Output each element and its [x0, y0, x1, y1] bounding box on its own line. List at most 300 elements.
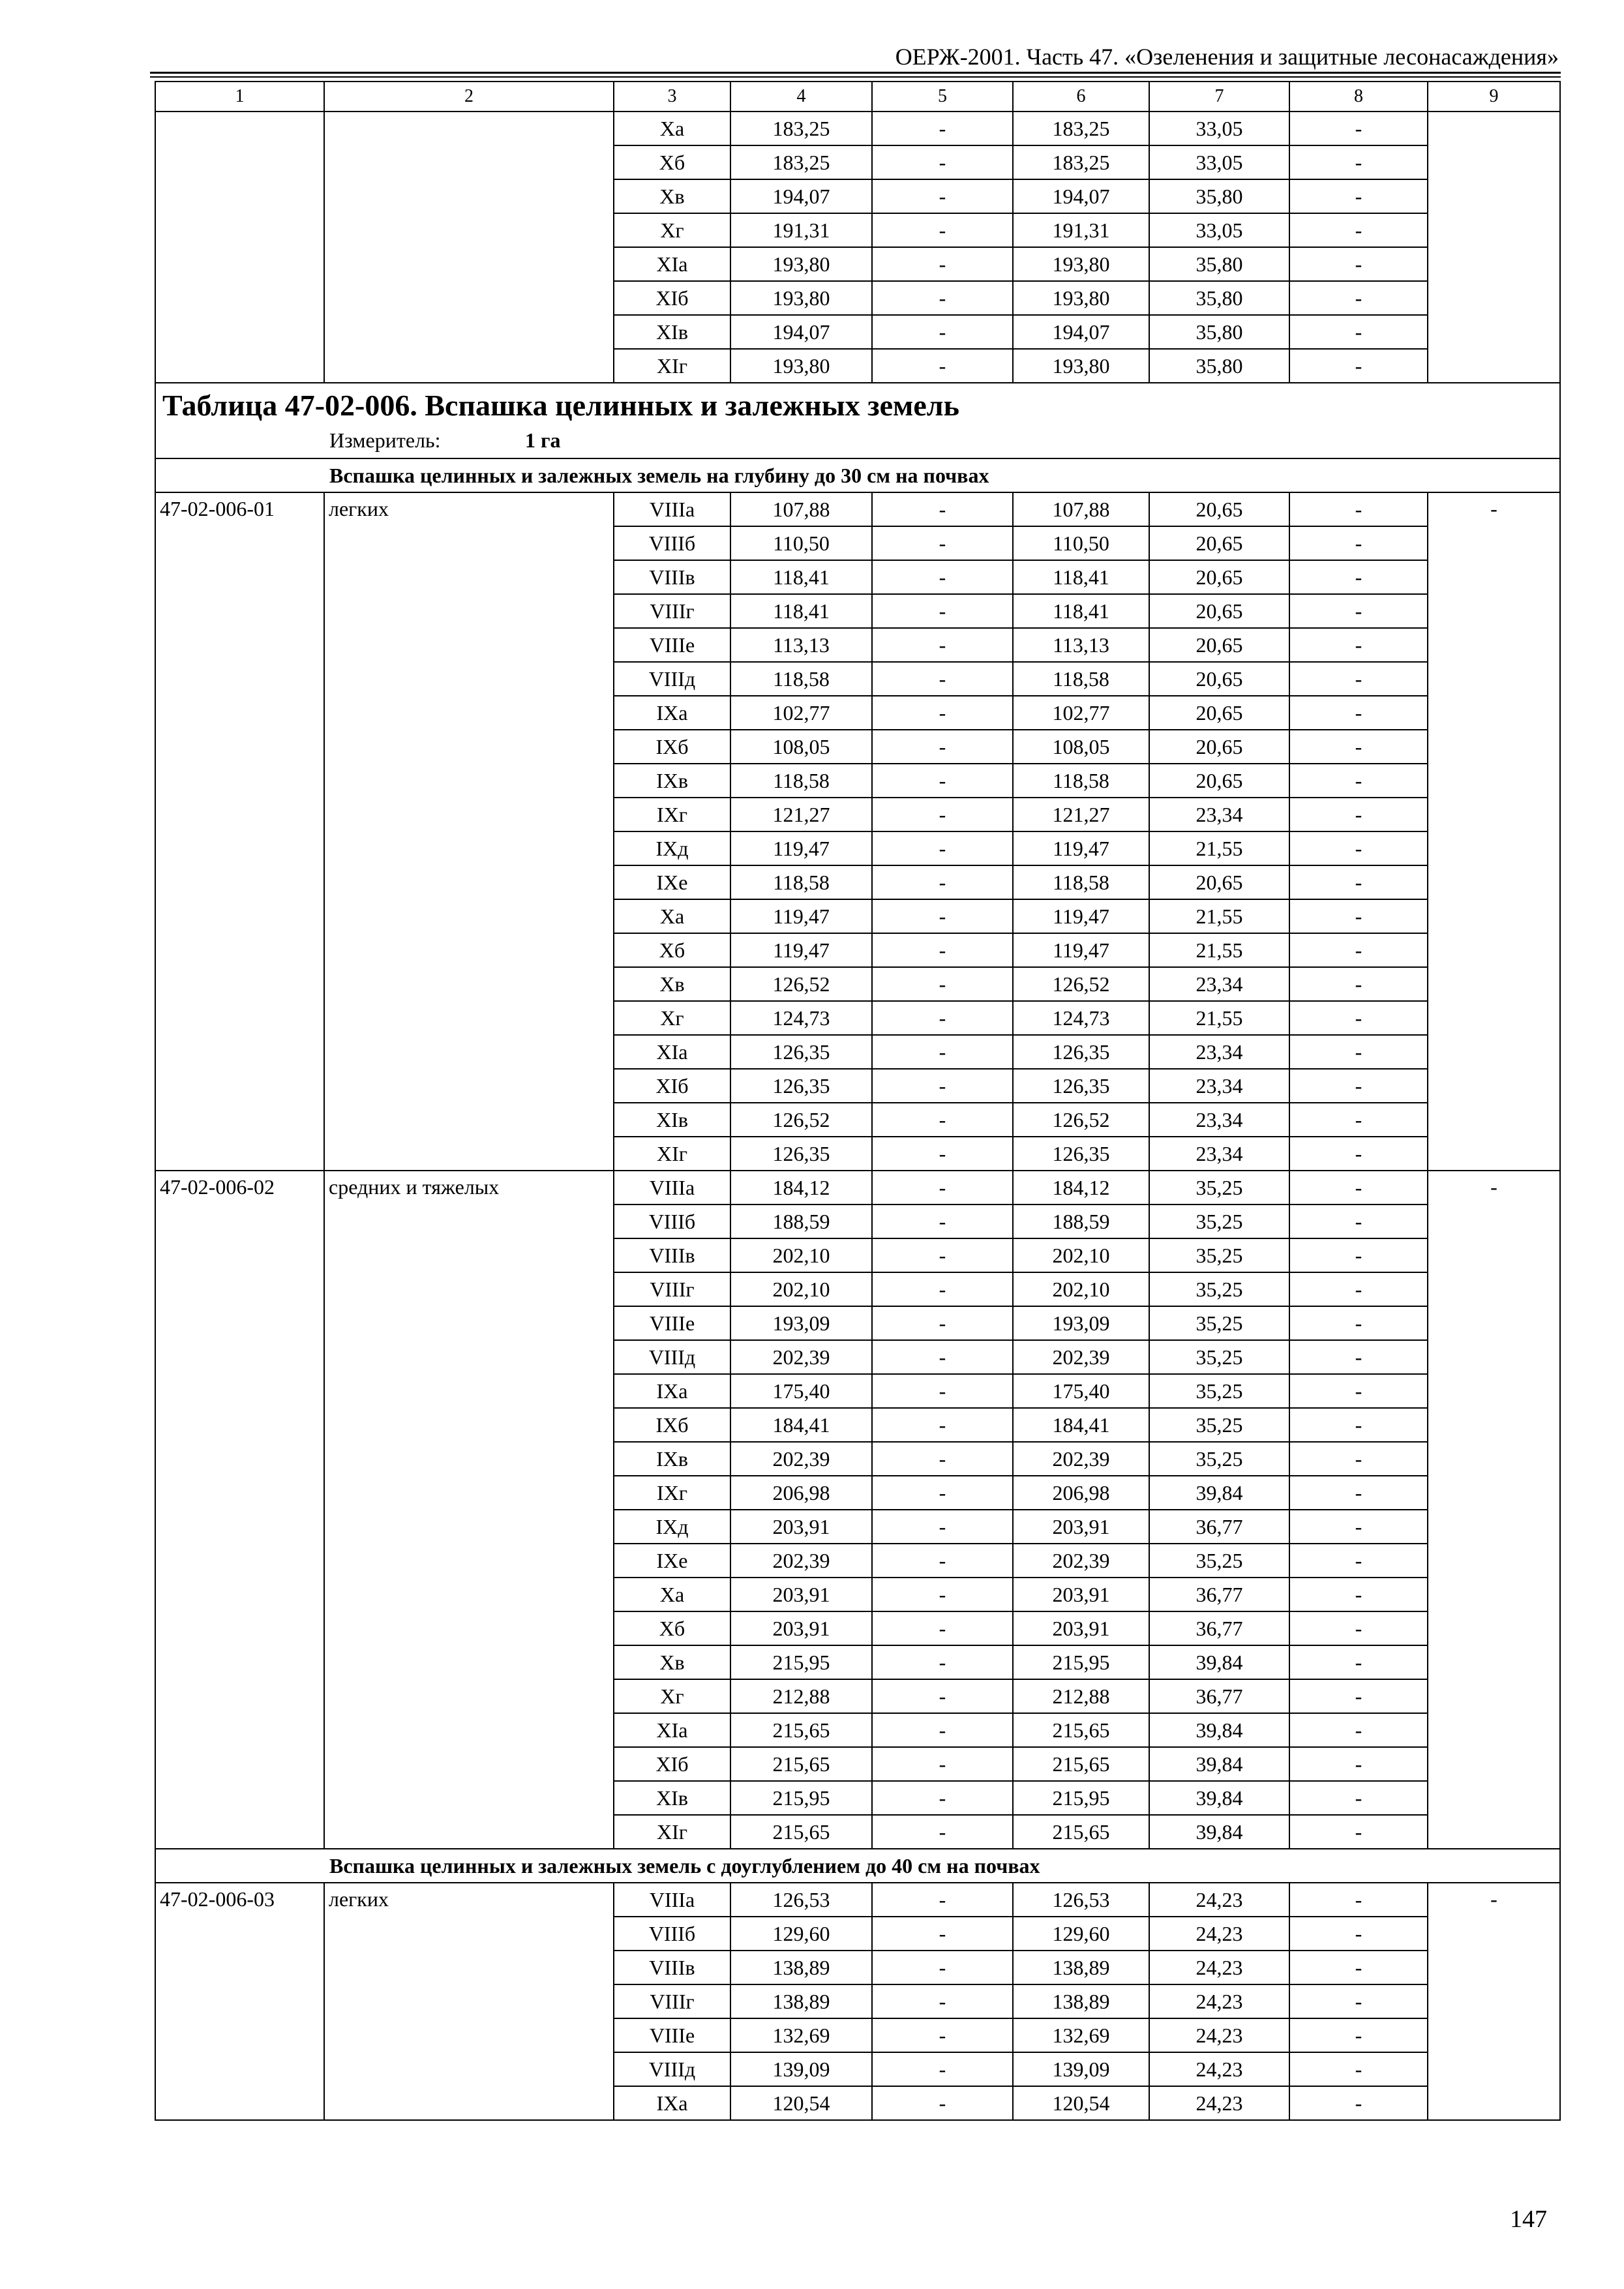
cost-direct-cell: 202,39: [730, 1340, 872, 1374]
norm-code: 47-02-006-03: [155, 1883, 324, 2120]
zone-cell: VIIIа: [614, 1883, 730, 1917]
section-heading: Вспашка целинных и залежных земель на глубину до 30 см на почвах: [155, 458, 1560, 492]
machines-cell: 183,25: [1013, 112, 1149, 145]
materials-cell: -: [1289, 315, 1428, 349]
equipment-cell: -: [1428, 1171, 1560, 1849]
machines-cell: 118,41: [1013, 560, 1149, 594]
materials-cell: -: [1289, 1442, 1428, 1476]
zone-cell: Xб: [614, 933, 730, 967]
operator-wages-cell: 23,34: [1149, 798, 1289, 831]
wages-cell: -: [872, 2018, 1013, 2052]
cost-direct-cell: 102,77: [730, 696, 872, 730]
wages-cell: -: [872, 1442, 1013, 1476]
zone-cell: IXв: [614, 1442, 730, 1476]
operator-wages-cell: 35,80: [1149, 281, 1289, 315]
machines-cell: 138,89: [1013, 1984, 1149, 2018]
zone-cell: VIIIе: [614, 2018, 730, 2052]
table-row: [155, 1883, 1560, 1917]
wages-cell: -: [872, 1374, 1013, 1408]
operator-wages-cell: 20,65: [1149, 730, 1289, 764]
materials-cell: -: [1289, 2052, 1428, 2086]
machines-cell: 126,35: [1013, 1137, 1149, 1171]
cost-direct-cell: 184,41: [730, 1408, 872, 1442]
cost-direct-cell: 184,12: [730, 1171, 872, 1204]
machines-cell: 193,80: [1013, 247, 1149, 281]
machines-cell: 194,07: [1013, 315, 1149, 349]
cost-direct-cell: 126,52: [730, 1103, 872, 1137]
machines-cell: 202,39: [1013, 1544, 1149, 1578]
wages-cell: -: [872, 1035, 1013, 1069]
cost-direct-cell: 203,91: [730, 1510, 872, 1544]
norm-description: легких: [324, 1883, 614, 2120]
wages-cell: -: [872, 281, 1013, 315]
materials-cell: -: [1289, 526, 1428, 560]
materials-cell: -: [1289, 1340, 1428, 1374]
wages-cell: -: [872, 1679, 1013, 1713]
zone-cell: Xг: [614, 213, 730, 247]
wages-cell: -: [872, 1137, 1013, 1171]
zone-cell: VIIIе: [614, 628, 730, 662]
operator-wages-cell: 23,34: [1149, 1137, 1289, 1171]
machines-cell: 126,52: [1013, 967, 1149, 1001]
materials-cell: -: [1289, 594, 1428, 628]
materials-cell: -: [1289, 899, 1428, 933]
wages-cell: -: [872, 865, 1013, 899]
operator-wages-cell: 39,84: [1149, 1747, 1289, 1781]
cost-direct-cell: 126,52: [730, 967, 872, 1001]
machines-cell: 202,39: [1013, 1442, 1149, 1476]
cost-direct-cell: 119,47: [730, 933, 872, 967]
operator-wages-cell: 35,80: [1149, 247, 1289, 281]
materials-cell: -: [1289, 492, 1428, 526]
machines-cell: 110,50: [1013, 526, 1149, 560]
machines-cell: 194,07: [1013, 179, 1149, 213]
measure-line: [162, 425, 1553, 455]
zone-cell: VIIIд: [614, 1340, 730, 1374]
materials-cell: -: [1289, 1917, 1428, 1951]
wages-cell: -: [872, 1340, 1013, 1374]
operator-wages-cell: 33,05: [1149, 145, 1289, 179]
cost-direct-cell: 212,88: [730, 1679, 872, 1713]
cost-direct-cell: 202,39: [730, 1442, 872, 1476]
operator-wages-cell: 39,84: [1149, 1815, 1289, 1849]
materials-cell: -: [1289, 933, 1428, 967]
header-rule-thin: [150, 76, 1561, 78]
table-row: [155, 112, 1560, 145]
cost-direct-cell: 126,53: [730, 1883, 872, 1917]
operator-wages-cell: 39,84: [1149, 1645, 1289, 1679]
materials-cell: -: [1289, 2086, 1428, 2120]
cost-direct-cell: 138,89: [730, 1984, 872, 2018]
cost-direct-cell: 110,50: [730, 526, 872, 560]
zone-cell: Xа: [614, 1578, 730, 1611]
operator-wages-cell: 20,65: [1149, 560, 1289, 594]
cost-direct-cell: 119,47: [730, 831, 872, 865]
materials-cell: -: [1289, 1747, 1428, 1781]
machines-cell: 113,13: [1013, 628, 1149, 662]
machines-cell: 215,65: [1013, 1713, 1149, 1747]
machines-cell: 215,95: [1013, 1781, 1149, 1815]
wages-cell: -: [872, 1069, 1013, 1103]
cost-direct-cell: 126,35: [730, 1035, 872, 1069]
measure-value: 1 га: [525, 428, 561, 452]
running-header: ОЕРЖ-2001. Часть 47. «Озеленения и защитные лесонасаждения»: [895, 44, 1559, 70]
machines-cell: 108,05: [1013, 730, 1149, 764]
cost-direct-cell: 126,35: [730, 1069, 872, 1103]
cost-direct-cell: 139,09: [730, 2052, 872, 2086]
machines-cell: 175,40: [1013, 1374, 1149, 1408]
machines-cell: 126,53: [1013, 1883, 1149, 1917]
operator-wages-cell: 39,84: [1149, 1476, 1289, 1510]
materials-cell: -: [1289, 1272, 1428, 1306]
materials-cell: -: [1289, 213, 1428, 247]
column-number: 6: [1013, 82, 1149, 112]
wages-cell: -: [872, 1476, 1013, 1510]
zone-cell: IXа: [614, 2086, 730, 2120]
operator-wages-cell: 23,34: [1149, 1069, 1289, 1103]
wages-cell: -: [872, 1747, 1013, 1781]
cost-direct-cell: 193,80: [730, 281, 872, 315]
zone-cell: VIIIд: [614, 2052, 730, 2086]
cost-direct-cell: 191,31: [730, 213, 872, 247]
operator-wages-cell: 35,25: [1149, 1272, 1289, 1306]
machines-cell: 202,39: [1013, 1340, 1149, 1374]
zone-cell: VIIIб: [614, 1917, 730, 1951]
column-number: 4: [730, 82, 872, 112]
cost-direct-cell: 175,40: [730, 1374, 872, 1408]
operator-wages-cell: 35,25: [1149, 1544, 1289, 1578]
wages-cell: -: [872, 1306, 1013, 1340]
wages-cell: -: [872, 696, 1013, 730]
header-rule: [150, 72, 1561, 74]
wages-cell: -: [872, 662, 1013, 696]
machines-cell: 184,41: [1013, 1408, 1149, 1442]
wages-cell: -: [872, 594, 1013, 628]
wages-cell: -: [872, 1408, 1013, 1442]
wages-cell: -: [872, 1171, 1013, 1204]
column-number: 9: [1428, 82, 1560, 112]
materials-cell: -: [1289, 1069, 1428, 1103]
machines-cell: 191,31: [1013, 213, 1149, 247]
table-title-row: [155, 383, 1560, 458]
operator-wages-cell: 23,34: [1149, 1035, 1289, 1069]
column-number: 3: [614, 82, 730, 112]
zone-cell: XIг: [614, 1137, 730, 1171]
machines-cell: 183,25: [1013, 145, 1149, 179]
machines-cell: 119,47: [1013, 831, 1149, 865]
cost-direct-cell: 194,07: [730, 315, 872, 349]
wages-cell: -: [872, 798, 1013, 831]
cost-direct-cell: 188,59: [730, 1204, 872, 1238]
zone-cell: IXа: [614, 696, 730, 730]
wages-cell: -: [872, 1272, 1013, 1306]
operator-wages-cell: 20,65: [1149, 628, 1289, 662]
wages-cell: -: [872, 1611, 1013, 1645]
machines-cell: 193,09: [1013, 1306, 1149, 1340]
materials-cell: -: [1289, 349, 1428, 383]
machines-cell: 188,59: [1013, 1204, 1149, 1238]
machines-cell: 102,77: [1013, 696, 1149, 730]
machines-cell: 118,58: [1013, 662, 1149, 696]
cost-direct-cell: 121,27: [730, 798, 872, 831]
materials-cell: -: [1289, 1510, 1428, 1544]
materials-cell: -: [1289, 1103, 1428, 1137]
machines-cell: 119,47: [1013, 933, 1149, 967]
materials-cell: -: [1289, 1984, 1428, 2018]
column-number: 2: [324, 82, 614, 112]
zone-cell: IXе: [614, 865, 730, 899]
zone-cell: VIIIе: [614, 1306, 730, 1340]
materials-cell: -: [1289, 1238, 1428, 1272]
cost-direct-cell: 193,80: [730, 349, 872, 383]
wages-cell: -: [872, 1917, 1013, 1951]
machines-cell: 203,91: [1013, 1510, 1149, 1544]
machines-cell: 206,98: [1013, 1476, 1149, 1510]
norm-description: средних и тяжелых: [324, 1171, 614, 1849]
zone-cell: Xв: [614, 967, 730, 1001]
cost-direct-cell: 118,58: [730, 865, 872, 899]
operator-wages-cell: 21,55: [1149, 933, 1289, 967]
materials-cell: -: [1289, 1137, 1428, 1171]
materials-cell: -: [1289, 281, 1428, 315]
operator-wages-cell: 35,25: [1149, 1442, 1289, 1476]
operator-wages-cell: 36,77: [1149, 1679, 1289, 1713]
operator-wages-cell: 20,65: [1149, 696, 1289, 730]
machines-cell: 126,35: [1013, 1069, 1149, 1103]
cost-direct-cell: 215,65: [730, 1713, 872, 1747]
materials-cell: -: [1289, 560, 1428, 594]
equipment-cell: [1428, 112, 1560, 383]
cost-direct-cell: 194,07: [730, 179, 872, 213]
zone-cell: VIIIг: [614, 1984, 730, 2018]
section-heading-row: [155, 1849, 1560, 1883]
operator-wages-cell: 24,23: [1149, 1917, 1289, 1951]
materials-cell: -: [1289, 1815, 1428, 1849]
materials-cell: -: [1289, 1306, 1428, 1340]
zone-cell: IXд: [614, 1510, 730, 1544]
materials-cell: -: [1289, 798, 1428, 831]
cost-direct-cell: 120,54: [730, 2086, 872, 2120]
materials-cell: -: [1289, 247, 1428, 281]
materials-cell: -: [1289, 145, 1428, 179]
zone-cell: XIв: [614, 1103, 730, 1137]
operator-wages-cell: 35,25: [1149, 1204, 1289, 1238]
zone-cell: VIIIб: [614, 526, 730, 560]
machines-cell: 203,91: [1013, 1578, 1149, 1611]
cost-direct-cell: 118,41: [730, 594, 872, 628]
page-number: 147: [1510, 2206, 1547, 2233]
zone-cell: Xб: [614, 145, 730, 179]
wages-cell: -: [872, 1815, 1013, 1849]
machines-cell: 126,35: [1013, 1035, 1149, 1069]
operator-wages-cell: 35,25: [1149, 1306, 1289, 1340]
materials-cell: -: [1289, 1544, 1428, 1578]
machines-cell: 203,91: [1013, 1611, 1149, 1645]
column-number: 7: [1149, 82, 1289, 112]
zone-cell: VIIIд: [614, 662, 730, 696]
materials-cell: -: [1289, 112, 1428, 145]
operator-wages-cell: 24,23: [1149, 1984, 1289, 2018]
operator-wages-cell: 23,34: [1149, 967, 1289, 1001]
zone-cell: IXб: [614, 730, 730, 764]
materials-cell: -: [1289, 179, 1428, 213]
zone-cell: IXв: [614, 764, 730, 798]
table-title: Таблица 47-02-006. Вспашка целинных и залежных земель: [162, 389, 959, 422]
wages-cell: -: [872, 1103, 1013, 1137]
operator-wages-cell: 35,25: [1149, 1171, 1289, 1204]
machines-cell: 129,60: [1013, 1917, 1149, 1951]
cost-direct-cell: 206,98: [730, 1476, 872, 1510]
materials-cell: -: [1289, 628, 1428, 662]
cost-direct-cell: 118,41: [730, 560, 872, 594]
operator-wages-cell: 33,05: [1149, 112, 1289, 145]
materials-cell: -: [1289, 1679, 1428, 1713]
operator-wages-cell: 35,80: [1149, 179, 1289, 213]
wages-cell: -: [872, 1578, 1013, 1611]
materials-cell: -: [1289, 1578, 1428, 1611]
operator-wages-cell: 24,23: [1149, 1951, 1289, 1984]
materials-cell: -: [1289, 696, 1428, 730]
wages-cell: -: [872, 1645, 1013, 1679]
machines-cell: 202,10: [1013, 1272, 1149, 1306]
materials-cell: -: [1289, 1035, 1428, 1069]
operator-wages-cell: 24,23: [1149, 2052, 1289, 2086]
machines-cell: 119,47: [1013, 899, 1149, 933]
materials-cell: -: [1289, 1781, 1428, 1815]
wages-cell: -: [872, 831, 1013, 865]
wages-cell: -: [872, 560, 1013, 594]
wages-cell: -: [872, 526, 1013, 560]
zone-cell: XIг: [614, 1815, 730, 1849]
materials-cell: -: [1289, 1611, 1428, 1645]
operator-wages-cell: 24,23: [1149, 1883, 1289, 1917]
wages-cell: -: [872, 1510, 1013, 1544]
wages-cell: -: [872, 349, 1013, 383]
description-cell: [324, 112, 614, 383]
materials-cell: -: [1289, 967, 1428, 1001]
zone-cell: XIв: [614, 1781, 730, 1815]
machines-cell: 193,80: [1013, 349, 1149, 383]
wages-cell: -: [872, 2086, 1013, 2120]
operator-wages-cell: 35,80: [1149, 315, 1289, 349]
operator-wages-cell: 33,05: [1149, 213, 1289, 247]
wages-cell: -: [872, 2052, 1013, 2086]
zone-cell: XIв: [614, 315, 730, 349]
wages-cell: -: [872, 1544, 1013, 1578]
operator-wages-cell: 21,55: [1149, 899, 1289, 933]
equipment-cell: -: [1428, 492, 1560, 1171]
materials-cell: -: [1289, 865, 1428, 899]
zone-cell: VIIIв: [614, 1951, 730, 1984]
zone-cell: IXг: [614, 1476, 730, 1510]
cost-direct-cell: 215,95: [730, 1645, 872, 1679]
materials-cell: -: [1289, 2018, 1428, 2052]
wages-cell: -: [872, 764, 1013, 798]
zone-cell: XIг: [614, 349, 730, 383]
machines-cell: 124,73: [1013, 1001, 1149, 1035]
zone-cell: XIб: [614, 281, 730, 315]
table-title-cell: [155, 383, 1560, 458]
operator-wages-cell: 24,23: [1149, 2086, 1289, 2120]
wages-cell: -: [872, 315, 1013, 349]
zone-cell: IXе: [614, 1544, 730, 1578]
zone-cell: IXг: [614, 798, 730, 831]
zone-cell: Xа: [614, 112, 730, 145]
code-cell: [155, 112, 324, 383]
section-heading: Вспашка целинных и залежных земель с доуглублением до 40 см на почвах: [155, 1849, 1560, 1883]
materials-cell: -: [1289, 1645, 1428, 1679]
cost-direct-cell: 203,91: [730, 1578, 872, 1611]
machines-cell: 120,54: [1013, 2086, 1149, 2120]
zone-cell: XIб: [614, 1747, 730, 1781]
cost-direct-cell: 183,25: [730, 112, 872, 145]
cost-direct-cell: 126,35: [730, 1137, 872, 1171]
wages-cell: -: [872, 967, 1013, 1001]
machines-cell: 202,10: [1013, 1238, 1149, 1272]
wages-cell: -: [872, 179, 1013, 213]
operator-wages-cell: 36,77: [1149, 1578, 1289, 1611]
wages-cell: -: [872, 899, 1013, 933]
operator-wages-cell: 35,25: [1149, 1408, 1289, 1442]
cost-direct-cell: 215,95: [730, 1781, 872, 1815]
norm-code: 47-02-006-02: [155, 1171, 324, 1849]
cost-direct-cell: 124,73: [730, 1001, 872, 1035]
operator-wages-cell: 23,34: [1149, 1103, 1289, 1137]
machines-cell: 193,80: [1013, 281, 1149, 315]
operator-wages-cell: 35,25: [1149, 1374, 1289, 1408]
zone-cell: VIIIг: [614, 1272, 730, 1306]
cost-direct-cell: 132,69: [730, 2018, 872, 2052]
machines-cell: 215,65: [1013, 1747, 1149, 1781]
zone-cell: XIа: [614, 1713, 730, 1747]
cost-direct-cell: 138,89: [730, 1951, 872, 1984]
operator-wages-cell: 39,84: [1149, 1781, 1289, 1815]
norm-code: 47-02-006-01: [155, 492, 324, 1171]
norm-description: легких: [324, 492, 614, 1171]
cost-direct-cell: 202,10: [730, 1238, 872, 1272]
machines-cell: 118,58: [1013, 865, 1149, 899]
operator-wages-cell: 20,65: [1149, 662, 1289, 696]
cost-direct-cell: 108,05: [730, 730, 872, 764]
operator-wages-cell: 20,65: [1149, 492, 1289, 526]
zone-cell: VIIIв: [614, 1238, 730, 1272]
materials-cell: -: [1289, 730, 1428, 764]
equipment-cell: -: [1428, 1883, 1560, 2120]
wages-cell: -: [872, 492, 1013, 526]
wages-cell: -: [872, 145, 1013, 179]
materials-cell: -: [1289, 831, 1428, 865]
cost-direct-cell: 202,39: [730, 1544, 872, 1578]
operator-wages-cell: 24,23: [1149, 2018, 1289, 2052]
machines-cell: 138,89: [1013, 1951, 1149, 1984]
operator-wages-cell: 36,77: [1149, 1611, 1289, 1645]
wages-cell: -: [872, 1883, 1013, 1917]
operator-wages-cell: 20,65: [1149, 594, 1289, 628]
zone-cell: VIIIг: [614, 594, 730, 628]
zone-cell: XIа: [614, 247, 730, 281]
machines-cell: 126,52: [1013, 1103, 1149, 1137]
wages-cell: -: [872, 213, 1013, 247]
materials-cell: -: [1289, 1713, 1428, 1747]
materials-cell: -: [1289, 1171, 1428, 1204]
machines-cell: 212,88: [1013, 1679, 1149, 1713]
section-heading-row: [155, 458, 1560, 492]
materials-cell: -: [1289, 1951, 1428, 1984]
materials-cell: -: [1289, 1476, 1428, 1510]
zone-cell: Xв: [614, 179, 730, 213]
table-row: [155, 492, 1560, 526]
machines-cell: 121,27: [1013, 798, 1149, 831]
